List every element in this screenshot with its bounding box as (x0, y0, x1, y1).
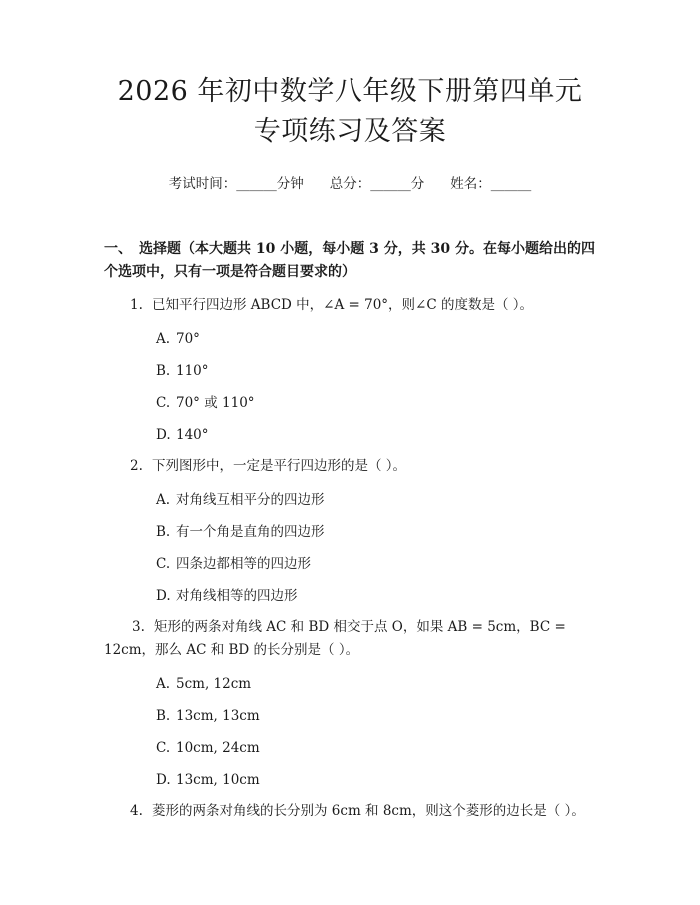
question-4 (104, 800, 596, 823)
exam-time: 考试时间：______分钟 (168, 176, 304, 192)
question-number: 4. (130, 803, 143, 819)
option-text: 110° (176, 363, 209, 379)
option-letter: C. (156, 556, 171, 572)
section-heading: 一、 选择题（本大题共 10 小题，每小题 3 分，共 30 分。在每小题给出的四个选项中，只有一项是符合题目要求的） (104, 241, 595, 280)
option-2a (104, 490, 596, 510)
option-letter: D. (156, 427, 171, 443)
exam-score: 总分：______分 (329, 176, 425, 192)
option-text: 5cm, 12cm (176, 676, 252, 692)
option-1b (104, 361, 596, 381)
option-text: 140° (176, 427, 209, 443)
option-text: 70° (176, 331, 200, 347)
option-text: 13cm, 13cm (176, 708, 260, 724)
option-letter: D. (156, 588, 171, 604)
question-2 (104, 455, 596, 478)
option-letter: C. (156, 395, 171, 411)
option-2c (104, 554, 596, 574)
option-text: 对角线相等的四边形 (176, 588, 298, 604)
document-title: 2026 年初中数学八年级下册第四单元专项练习及答案 (117, 76, 583, 147)
question-text: 菱形的两条对角线的长分别为 6cm 和 8cm，则这个菱形的边长是（ ）。 (152, 803, 585, 819)
option-3d (104, 770, 596, 790)
option-letter: B. (156, 363, 171, 379)
option-letter: B. (156, 708, 171, 724)
question-number: 3. (132, 619, 145, 635)
option-letter: C. (156, 740, 171, 756)
option-3c (104, 738, 596, 758)
option-letter: D. (156, 772, 171, 788)
question-text: 下列图形中，一定是平行四边形的是（ ）。 (152, 458, 407, 474)
option-text: 70° 或 110° (176, 395, 255, 411)
option-1d (104, 425, 596, 445)
option-letter: B. (156, 524, 171, 540)
question-text: 矩形的两条对角线 AC 和 BD 相交于点 O，如果 AB = 5cm，BC = 12cm，那么 AC 和 BD 的长分别是（ ）。 (104, 619, 566, 658)
question-number: 2. (130, 458, 143, 474)
option-letter: A. (156, 492, 171, 508)
exam-name: 姓名：______ (450, 176, 532, 192)
option-text: 有一个角是直角的四边形 (176, 524, 325, 540)
option-1c (104, 393, 596, 413)
option-text: 对角线互相平分的四边形 (176, 492, 325, 508)
option-letter: A. (156, 331, 171, 347)
question-1 (104, 294, 596, 317)
option-2d (104, 586, 596, 606)
option-text: 13cm, 10cm (176, 772, 260, 788)
option-text: 10cm, 24cm (176, 740, 260, 756)
option-3b (104, 706, 596, 726)
exam-meta (104, 174, 596, 194)
question-number: 1. (130, 297, 143, 313)
option-letter: A. (156, 676, 171, 692)
option-2b (104, 522, 596, 542)
question-3 (104, 616, 596, 662)
question-text: 已知平行四边形 ABCD 中，∠A = 70°，则∠C 的度数是（ ）。 (152, 297, 534, 313)
option-3a (104, 674, 596, 694)
option-text: 四条边都相等的四边形 (176, 556, 311, 572)
option-1a (104, 329, 596, 349)
